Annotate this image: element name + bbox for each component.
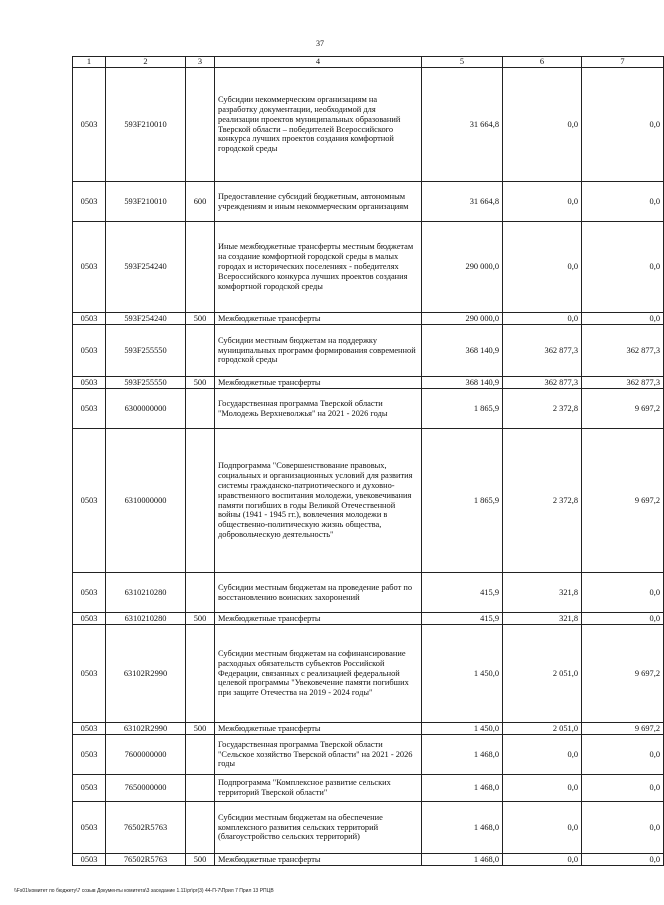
header-row — [73, 57, 664, 68]
table-row — [73, 68, 664, 182]
cell-c6: 2 051,0 — [503, 625, 582, 723]
cell-c6: 0,0 — [503, 775, 582, 802]
cell-c1: 0503 — [73, 429, 106, 573]
table-row — [73, 429, 664, 573]
cell-c1: 0503 — [73, 573, 106, 613]
cell-c1: 0503 — [73, 735, 106, 775]
table-row — [73, 325, 664, 377]
cell-c3: 600 — [186, 182, 215, 222]
cell-c3 — [186, 429, 215, 573]
cell-c2: 6310210280 — [106, 573, 186, 613]
cell-c5: 1 468,0 — [422, 854, 503, 866]
cell-c1: 0503 — [73, 854, 106, 866]
cell-c1: 0503 — [73, 325, 106, 377]
cell-c3 — [186, 625, 215, 723]
cell-c3 — [186, 735, 215, 775]
cell-c4: Субсидии некоммерческим организациям на разработку документации, необходимой для реализации проектов муниципальных образований Тверской области – победителей Всероссийского конкурса лучших проектов создания комфортной городской среды — [215, 68, 422, 182]
cell-c7: 9 697,2 — [582, 723, 664, 735]
cell-c5: 1 865,9 — [422, 389, 503, 429]
cell-c2: 593F255550 — [106, 325, 186, 377]
table-row — [73, 854, 664, 866]
table-row — [73, 573, 664, 613]
cell-c5: 1 450,0 — [422, 625, 503, 723]
cell-c4: Субсидии местным бюджетам на софинансирование расходных обязательств субъектов Российской Федерации, связанных с реализацией федеральной целевой программы "Увековечение памяти погибших при защите Отечества на 2019 - 2024 годы" — [215, 625, 422, 723]
page-number: 37 — [316, 39, 324, 48]
cell-c1: 0503 — [73, 723, 106, 735]
cell-c5: 415,9 — [422, 613, 503, 625]
cell-c2: 593F254240 — [106, 313, 186, 325]
cell-c2: 6300000000 — [106, 389, 186, 429]
cell-c7: 0,0 — [582, 68, 664, 182]
table-body — [73, 68, 664, 866]
cell-c3: 500 — [186, 613, 215, 625]
table-row — [73, 625, 664, 723]
cell-c1: 0503 — [73, 802, 106, 854]
cell-c7: 9 697,2 — [582, 389, 664, 429]
cell-c7: 9 697,2 — [582, 429, 664, 573]
cell-c6: 321,8 — [503, 613, 582, 625]
cell-c5: 290 000,0 — [422, 313, 503, 325]
cell-c3 — [186, 222, 215, 313]
table-row — [73, 723, 664, 735]
cell-c5: 368 140,9 — [422, 377, 503, 389]
column-header-5: 5 — [422, 57, 503, 68]
cell-c1: 0503 — [73, 625, 106, 723]
table-row — [73, 182, 664, 222]
column-header-7: 7 — [582, 57, 664, 68]
cell-c2: 63102R2990 — [106, 625, 186, 723]
cell-c2: 7600000000 — [106, 735, 186, 775]
cell-c6: 0,0 — [503, 854, 582, 866]
column-header-3: 3 — [186, 57, 215, 68]
cell-c4: Подпрограмма "Совершенствование правовых, социальных и организационных условий для развития системы гражданско-патриотического и духовно-нравственного воспитания молодежи, увековечивания памяти погибших в годы Великой Отечественной войны (1941 - 1945 гг.), вовлечения молодежи в общественно-политическую жизнь общества, добровольческую деятельность" — [215, 429, 422, 573]
cell-c6: 0,0 — [503, 222, 582, 313]
cell-c7: 0,0 — [582, 775, 664, 802]
table-row — [73, 613, 664, 625]
cell-c4: Государственная программа Тверской области "Молодежь Верхневолжья" на 2021 - 2026 годы — [215, 389, 422, 429]
cell-c5: 290 000,0 — [422, 222, 503, 313]
cell-c7: 0,0 — [582, 802, 664, 854]
cell-c1: 0503 — [73, 68, 106, 182]
table-row — [73, 389, 664, 429]
cell-c1: 0503 — [73, 313, 106, 325]
cell-c6: 362 877,3 — [503, 377, 582, 389]
cell-c6: 0,0 — [503, 802, 582, 854]
cell-c5: 1 468,0 — [422, 735, 503, 775]
cell-c6: 0,0 — [503, 735, 582, 775]
cell-c1: 0503 — [73, 613, 106, 625]
cell-c3: 500 — [186, 854, 215, 866]
cell-c5: 31 664,8 — [422, 182, 503, 222]
cell-c4: Государственная программа Тверской области "Сельское хозяйство Тверской области" на 2021 - 2026 годы — [215, 735, 422, 775]
cell-c7: 362 877,3 — [582, 377, 664, 389]
cell-c6: 2 372,8 — [503, 429, 582, 573]
cell-c4: Межбюджетные трансферты — [215, 313, 422, 325]
table-row — [73, 377, 664, 389]
cell-c5: 31 664,8 — [422, 68, 503, 182]
cell-c1: 0503 — [73, 377, 106, 389]
cell-c7: 0,0 — [582, 613, 664, 625]
cell-c2: 593F255550 — [106, 377, 186, 389]
cell-c3: 500 — [186, 313, 215, 325]
cell-c2: 6310210280 — [106, 613, 186, 625]
cell-c3 — [186, 573, 215, 613]
column-header-2: 2 — [106, 57, 186, 68]
cell-c7: 0,0 — [582, 313, 664, 325]
cell-c1: 0503 — [73, 389, 106, 429]
cell-c6: 0,0 — [503, 182, 582, 222]
column-header-6: 6 — [503, 57, 582, 68]
cell-c4: Подпрограмма "Комплексное развитие сельских территорий Тверской области" — [215, 775, 422, 802]
cell-c2: 7650000000 — [106, 775, 186, 802]
table-row — [73, 313, 664, 325]
cell-c7: 0,0 — [582, 735, 664, 775]
cell-c1: 0503 — [73, 222, 106, 313]
cell-c7: 0,0 — [582, 573, 664, 613]
cell-c6: 0,0 — [503, 313, 582, 325]
cell-c2: 6310000000 — [106, 429, 186, 573]
cell-c4: Субсидии местным бюджетам на обеспечение комплексного развития сельских территорий (благоустройство сельских территорий) — [215, 802, 422, 854]
cell-c4: Межбюджетные трансферты — [215, 723, 422, 735]
cell-c4: Субсидии местным бюджетам на поддержку муниципальных программ формирования современной городской среды — [215, 325, 422, 377]
cell-c7: 362 877,3 — [582, 325, 664, 377]
file-path-footer: \\Fs01\комитет по бюджету\7 созыв Документы комитета\3 заседание 1.11\pr\pr(3) 44-П-7\Прил 7 Прил 13 РПЦВ — [14, 888, 274, 894]
cell-c5: 1 450,0 — [422, 723, 503, 735]
cell-c4: Предоставление субсидий бюджетным, автономным учреждениям и иным некоммерческим организациям — [215, 182, 422, 222]
cell-c1: 0503 — [73, 775, 106, 802]
cell-c4: Иные межбюджетные трансферты местным бюджетам на создание комфортной городской среды в малых городах и исторических поселениях - победителях Всероссийского конкурса лучших проектов создания комфортной городской среды — [215, 222, 422, 313]
cell-c4: Субсидии местным бюджетам на проведение работ по восстановлению воинских захоронений — [215, 573, 422, 613]
cell-c7: 9 697,2 — [582, 625, 664, 723]
cell-c7: 0,0 — [582, 854, 664, 866]
cell-c2: 76502R5763 — [106, 854, 186, 866]
cell-c6: 321,8 — [503, 573, 582, 613]
cell-c7: 0,0 — [582, 222, 664, 313]
cell-c5: 1 865,9 — [422, 429, 503, 573]
cell-c3 — [186, 389, 215, 429]
cell-c3 — [186, 775, 215, 802]
column-header-1: 1 — [73, 57, 106, 68]
cell-c7: 0,0 — [582, 182, 664, 222]
cell-c6: 2 051,0 — [503, 723, 582, 735]
cell-c3 — [186, 802, 215, 854]
table-row — [73, 775, 664, 802]
table-row — [73, 802, 664, 854]
cell-c3 — [186, 68, 215, 182]
cell-c4: Межбюджетные трансферты — [215, 377, 422, 389]
cell-c3 — [186, 325, 215, 377]
cell-c5: 415,9 — [422, 573, 503, 613]
cell-c3: 500 — [186, 723, 215, 735]
budget-table — [72, 56, 664, 866]
cell-c5: 368 140,9 — [422, 325, 503, 377]
cell-c5: 1 468,0 — [422, 775, 503, 802]
cell-c6: 2 372,8 — [503, 389, 582, 429]
cell-c1: 0503 — [73, 182, 106, 222]
cell-c4: Межбюджетные трансферты — [215, 854, 422, 866]
cell-c2: 593F210010 — [106, 68, 186, 182]
table-row — [73, 735, 664, 775]
cell-c6: 362 877,3 — [503, 325, 582, 377]
cell-c2: 76502R5763 — [106, 802, 186, 854]
table-row — [73, 222, 664, 313]
cell-c6: 0,0 — [503, 68, 582, 182]
cell-c2: 593F210010 — [106, 182, 186, 222]
cell-c4: Межбюджетные трансферты — [215, 613, 422, 625]
cell-c2: 63102R2990 — [106, 723, 186, 735]
cell-c5: 1 468,0 — [422, 802, 503, 854]
column-header-4: 4 — [215, 57, 422, 68]
cell-c2: 593F254240 — [106, 222, 186, 313]
cell-c3: 500 — [186, 377, 215, 389]
